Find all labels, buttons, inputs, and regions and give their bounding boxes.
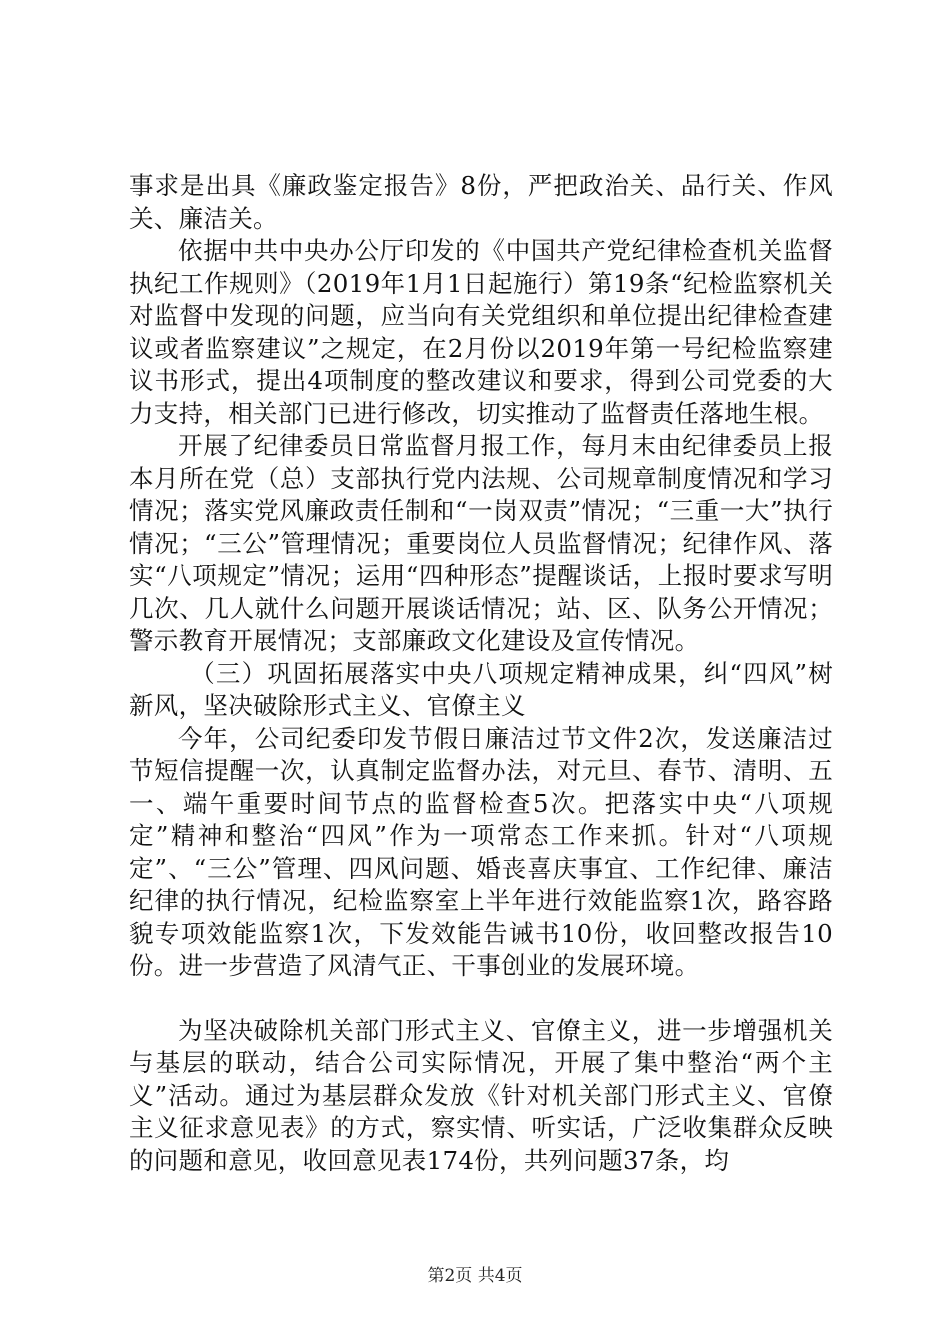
paragraph-supervision-rules: 依据中共中央办公厅印发的《中国共产党纪律检查机关监督执纪工作规则》（2019年1月1日起施行）第19条“纪检监察机关对监督中发现的问题，应当向有关党组织和单位提出纪律检查建议或者监察建议”之规定，在2月份以2019年第一号纪检监察建议书形式，提出4项制度的整改建议和要求，得到公司党委的大力支持，相关部门已进行修改，切实推动了监督责任落地生根。 bbox=[129, 236, 833, 428]
page-number-footer: 第2页 共4页 bbox=[427, 1266, 523, 1286]
paragraph-holiday-supervision: 今年，公司纪委印发节假日廉洁过节文件2次，发送廉洁过节短信提醒一次，认真制定监督办法，对元旦、春节、清明、五一、端午重要时间节点的监督检查5次。把落实中央“八项规定”精神和整治“四风”作为一项常态工作来抓。针对“八项规定”、“三公”管理、四风问题、婚丧喜庆事宜、工作纪律、廉洁纪律的执行情况，纪检监察室上半年进行效能监察1次，路容路貌专项效能监察1次，下发效能告诫书10份，收回整改报告10份。进一步营造了风清气正、干事创业的发展环境。 bbox=[129, 723, 833, 980]
paragraph-two-isms: 为坚决破除机关部门形式主义、官僚主义，进一步增强机关与基层的联动，结合公司实际情况，开展了集中整治“两个主义”活动。通过为基层群众发放《针对机关部门形式主义、官僚主义征求意见表》的方式，察实情、听实话，广泛收集群众反映的问题和意见，收回意见表174份，共列问题37条，均 bbox=[129, 1015, 834, 1175]
section-heading-three: （三）巩固拓展落实中央八项规定精神成果，纠“四风”树新风，坚决破除形式主义、官僚主义 bbox=[129, 658, 833, 720]
paragraph-continuation: 事求是出具《廉政鉴定报告》8份，严把政治关、品行关、作风关、廉洁关。 bbox=[129, 171, 834, 233]
paragraph-monthly-report: 开展了纪律委员日常监督月报工作，每月末由纪律委员上报本月所在党（总）支部执行党内法规、公司规章制度情况和学习情况；落实党风廉政责任制和“一岗双责”情况；“三重一大”执行情况；“三公”管理情况；重要岗位人员监督情况；纪律作风、落实“八项规定”情况；运用“四种形态”提醒谈话，上报时要求写明几次、几人就什么问题开展谈话情况；站、区、队务公开情况；警示教育开展情况；支部廉政文化建设及宣传情况。 bbox=[129, 431, 833, 655]
document-body bbox=[129, 170, 833, 1177]
